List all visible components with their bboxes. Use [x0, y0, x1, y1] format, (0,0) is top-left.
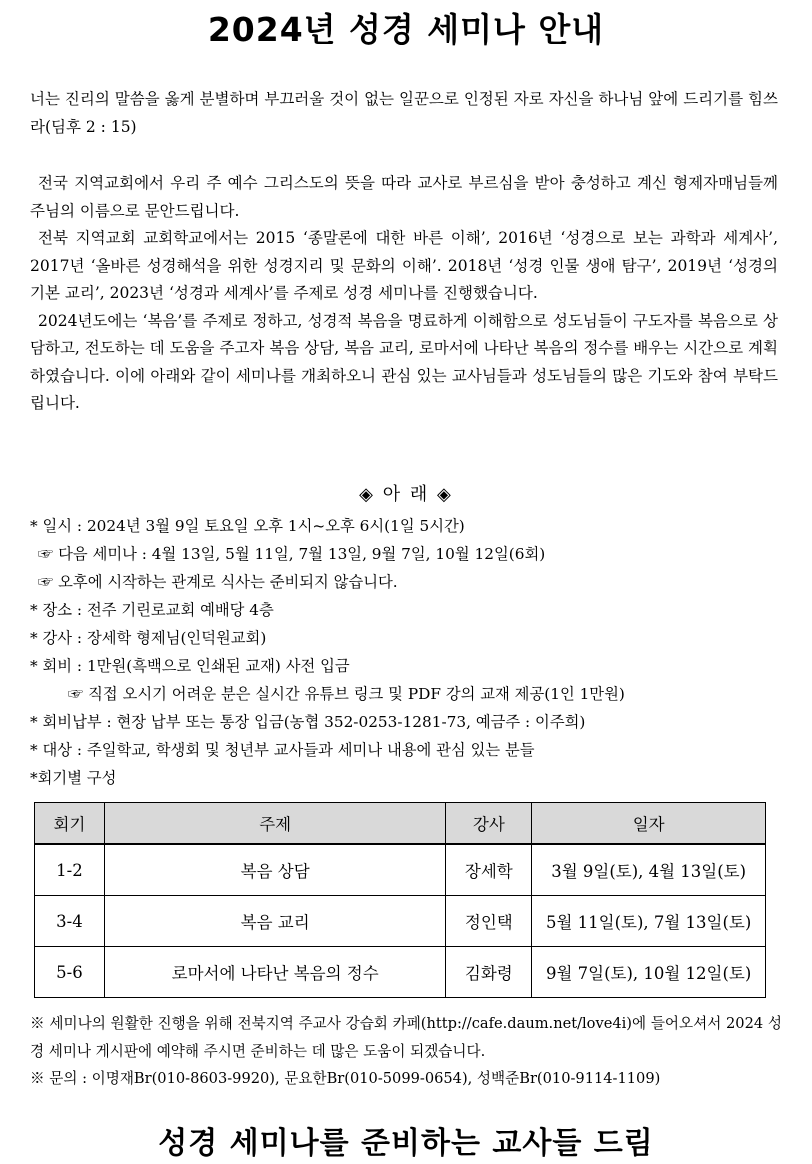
- info-fee: * 회비 : 1만원(흑백으로 인쇄된 교재) 사전 입금: [30, 657, 350, 675]
- cell-topic: 복음 상담: [104, 844, 445, 896]
- table-row: [35, 896, 766, 947]
- page-title: 2024년 성경 세미나 안내: [207, 10, 605, 49]
- cafe-reservation-note: ※ 세미나의 원활한 진행을 위해 전북지역 주교사 강습회 카페(http://cafe.daum.net/love4i)에 들어오셔서 2024 성경 세미나 게시판에 예약해 주시면 준비하는 데 많은 도움이 되겠습니다.: [30, 1015, 782, 1060]
- signature: 성경 세미나를 준비하는 교사들 드림: [158, 1126, 654, 1161]
- greeting-body: [30, 170, 778, 418]
- info-speaker: * 강사 : 장세학 형제님(인덕원교회): [30, 629, 267, 647]
- table-header-row: [35, 803, 766, 845]
- cell-date: 3월 9일(토), 4월 13일(토): [532, 844, 766, 896]
- info-datetime: * 일시 : 2024년 3월 9일 토요일 오후 1시~오후 6시(1일 5시간): [30, 517, 465, 535]
- info-next-seminars: ☞ 다음 세미나 : 4월 13일, 5월 11일, 7월 13일, 9월 7일, 10월 12일(6회): [38, 545, 546, 563]
- cell-session: 1-2: [35, 844, 105, 896]
- table-row: [35, 844, 766, 896]
- header-speaker: 강사: [446, 803, 532, 845]
- cell-topic: 복음 교리: [104, 896, 445, 947]
- body-paragraph: 전국 지역교회에서 우리 주 예수 그리스도의 뜻을 따라 교사로 부르심을 받아 충성하고 계신 형제자매님들께 주님의 이름으로 문안드립니다.: [30, 174, 778, 220]
- cell-date: 9월 7일(토), 10월 12일(토): [532, 947, 766, 998]
- table-row: [35, 947, 766, 998]
- info-audience: * 대상 : 주일학교, 학생회 및 청년부 교사들과 세미나 내용에 관심 있는 분들: [30, 741, 535, 759]
- contact-info: ※ 문의 : 이명재Br(010-8603-9920), 문요한Br(010-5099-0654), 성백준Br(010-9114-1109): [30, 1070, 661, 1087]
- body-paragraph: 2024년도에는 ‘복음’를 주제로 정하고, 성경적 복음을 명료하게 이해함으로 성도님들이 구도자를 복음으로 상담하고, 전도하는 데 도움을 주고자 복음 상담, 복음 교리, 로마서에 나타난 복음의 정수를 배우는 시간으로 계획하였습니다. 이에 아래와 같이 세미나를 개최하오니 관심 있는 교사님들과 성도님들의 많은 기도와 참여 부탁드립니다.: [30, 311, 778, 412]
- info-online-option: ☞ 직접 오시기 어려운 분은 실시간 유튜브 링크 및 PDF 강의 교재 제공(1인 1만원): [68, 685, 625, 703]
- cell-session: 3-4: [35, 896, 105, 947]
- info-session-structure: *회기별 구성: [30, 769, 117, 787]
- header-session: 회기: [35, 803, 105, 845]
- session-schedule-table: [34, 802, 766, 998]
- info-payment: * 회비납부 : 현장 납부 또는 통장 입금(농협 352-0253-1281-73, 예금주 : 이주희): [30, 713, 586, 731]
- header-date: 일자: [532, 803, 766, 845]
- cell-speaker: 장세학: [446, 844, 532, 896]
- header-topic: 주제: [104, 803, 445, 845]
- body-paragraph: 전북 지역교회 교회학교에서는 2015 ‘종말론에 대한 바른 이해’, 2016년 ‘성경으로 보는 과학과 세계사’, 2017년 ‘올바른 성경해석을 위한 성경지리 및 문화의 이해’. 2018년 ‘성경 인물 생애 탐구’, 2019년 ‘성경의 기본 교리’, 2023년 ‘성경과 세계사’를 주제로 성경 세미나를 진행했습니다.: [30, 229, 778, 302]
- cell-speaker: 김화령: [446, 947, 532, 998]
- seminar-info-list: [30, 512, 790, 792]
- scripture-verse: 너는 진리의 말씀을 옳게 분별하며 부끄러울 것이 없는 일꾼으로 인정된 자로 자신을 하나님 앞에 드리기를 힘쓰라(딤후 2 : 15): [30, 90, 778, 136]
- notice-heading: ◈ 아 래 ◈: [359, 484, 453, 505]
- cell-session: 5-6: [35, 947, 105, 998]
- cell-speaker: 정인택: [446, 896, 532, 947]
- cell-date: 5월 11일(토), 7월 13일(토): [532, 896, 766, 947]
- info-meal-note: ☞ 오후에 시작하는 관계로 식사는 준비되지 않습니다.: [38, 573, 398, 591]
- cell-topic: 로마서에 나타난 복음의 정수: [104, 947, 445, 998]
- info-location: * 장소 : 전주 기린로교회 예배당 4층: [30, 601, 274, 619]
